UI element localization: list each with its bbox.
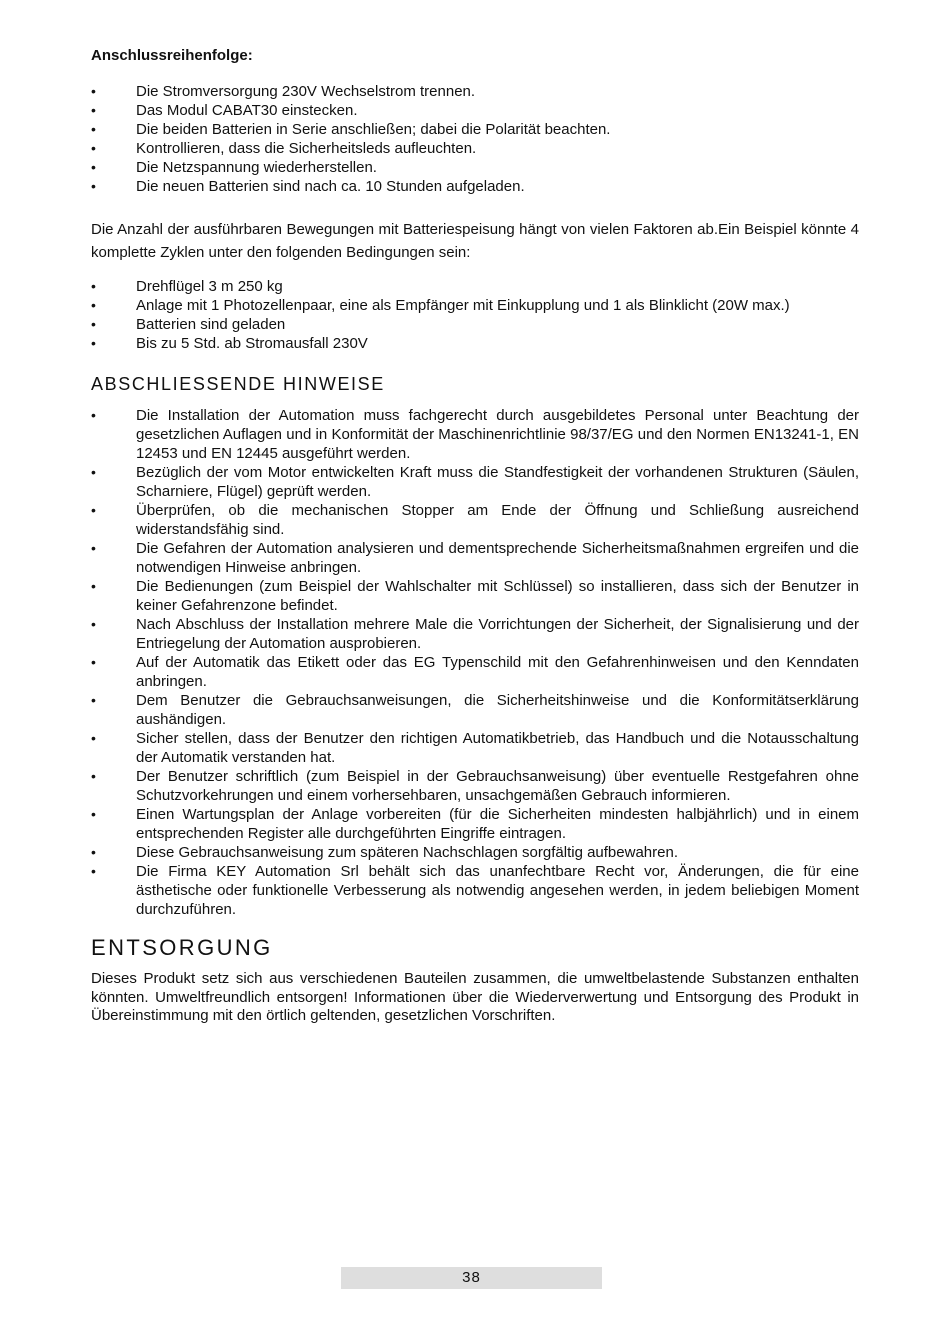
final-notes-heading: ABSCHLIESSENDE HINWEISE	[91, 374, 385, 394]
list-item: • Die Netzspannung wiederherstellen.	[91, 159, 377, 176]
page-number: 38	[341, 1267, 602, 1289]
bullet-icon: •	[91, 844, 96, 860]
list-item: • Das Modul CABAT30 einstecken.	[91, 102, 358, 119]
connection-steps-list	[91, 82, 859, 196]
bullet-icon: •	[91, 464, 96, 480]
bullet-icon: •	[91, 83, 96, 99]
list-item: • Bis zu 5 Std. ab Stromausfall 230V	[91, 335, 368, 352]
list-item: • Nach Abschluss der Installation mehrere Male die Vorrichtungen der Sicherheit, der Signalisierung und der Entriegelung der Automation ausprobieren.	[91, 616, 859, 652]
list-item: • Die Installation der Automation muss fachgerecht durch ausgebildetes Personal unter Beachtung der gesetzlichen Auflagen und in Konformität der Maschinenrichtlinie 98/37/EG und den Normen EN13241-1, EN 12453 und EN 12445 ausgeführt werden.	[91, 407, 859, 462]
bullet-icon: •	[91, 616, 96, 632]
list-item: • Die Gefahren der Automation analysieren und dementsprechende Sicherheitsmaßnahmen ergreifen und die notwendigen Hinweise anbringen.	[91, 540, 859, 576]
list-item: • Bezüglich der vom Motor entwickelten Kraft muss die Standfestigkeit der vorhandenen Strukturen (Säulen, Scharniere, Flügel) geprüft werden.	[91, 464, 859, 500]
bullet-icon: •	[91, 278, 96, 294]
conditions-list	[91, 277, 859, 353]
list-item: • Die Stromversorgung 230V Wechselstrom trennen.	[91, 83, 476, 100]
battery-movements-paragraph: Die Anzahl der ausführbaren Bewegungen mit Batteriespeisung hängt von vielen Faktoren ab.Ein Beispiel könnte 4 komplette Zyklen unter den folgenden Bedingungen sein:	[91, 221, 859, 261]
bullet-icon: •	[91, 140, 96, 156]
bullet-icon: •	[91, 121, 96, 137]
bullet-icon: •	[91, 654, 96, 670]
list-item: • Auf der Automatik das Etikett oder das EG Typenschild mit den Gefahrenhinweisen und den Kenndaten anbringen.	[91, 654, 859, 690]
list-item: • Überprüfen, ob die mechanischen Stopper am Ende der Öffnung und Schließung ausreichend widerstandsfähig sind.	[91, 502, 859, 538]
bullet-icon: •	[91, 297, 96, 313]
final-notes-list	[91, 406, 859, 919]
disposal-paragraph: Dieses Produkt setz sich aus verschiedenen Bauteilen zusammen, die umweltbelastende Substanzen enthalten könnten. Umweltfreundlich entsorgen! Informationen über die Wiederverwertung und Entsorgung des Produkt in Übereinstimmung mit den örtlich geltenden, gesetzlichen Vorschriften.	[91, 970, 859, 1024]
list-item: • Batterien sind geladen	[91, 316, 286, 333]
bullet-icon: •	[91, 407, 96, 423]
list-item: • Drehflügel 3 m 250 kg	[91, 278, 283, 295]
bullet-icon: •	[91, 768, 96, 784]
list-item: • Der Benutzer schriftlich (zum Beispiel in der Gebrauchsanweisung) über eventuelle Restgefahren ohne Schutzvorkehrungen und einem vorhersehbaren, unsachgemäßen Gebrauch informieren.	[91, 768, 859, 804]
list-item: • Die neuen Batterien sind nach ca. 10 Stunden aufgeladen.	[91, 178, 525, 195]
bullet-icon: •	[91, 178, 96, 194]
connection-order-subheading: Anschlussreihenfolge:	[91, 47, 253, 64]
list-item: • Diese Gebrauchsanweisung zum späteren Nachschlagen sorgfältig aufbewahren.	[91, 844, 678, 861]
bullet-icon: •	[91, 806, 96, 822]
bullet-icon: •	[91, 730, 96, 746]
bullet-icon: •	[91, 692, 96, 708]
bullet-icon: •	[91, 335, 96, 351]
list-item: • Kontrollieren, dass die Sicherheitsleds aufleuchten.	[91, 140, 477, 157]
list-item: • Die Bedienungen (zum Beispiel der Wahlschalter mit Schlüssel) so installieren, dass sich der Benutzer in keiner Gefahrenzone befindet.	[91, 578, 859, 614]
list-item: • Anlage mit 1 Photozellenpaar, eine als Empfänger mit Einkupplung und 1 als Blinklicht (20W max.)	[91, 297, 790, 314]
bullet-icon: •	[91, 102, 96, 118]
disposal-heading: ENTSORGUNG	[91, 935, 273, 960]
bullet-icon: •	[91, 578, 96, 594]
list-item: • Dem Benutzer die Gebrauchsanweisungen, die Sicherheitshinweise und die Konformitätserklärung aushändigen.	[91, 692, 859, 728]
bullet-icon: •	[91, 540, 96, 556]
bullet-icon: •	[91, 863, 96, 879]
list-item: • Die beiden Batterien in Serie anschließen; dabei die Polarität beachten.	[91, 121, 611, 138]
bullet-icon: •	[91, 316, 96, 332]
bullet-icon: •	[91, 502, 96, 518]
list-item: • Die Firma KEY Automation Srl behält sich das unanfechtbare Recht vor, Änderungen, die für eine ästhetische oder funktionelle Verbesserung als notwendig angesehen werden, in jedem beliebigen Moment durchzuführen.	[91, 863, 859, 918]
list-item: • Sicher stellen, dass der Benutzer den richtigen Automatikbetrieb, das Handbuch und die Notausschaltung der Automatik verstanden hat.	[91, 730, 859, 766]
list-item: • Einen Wartungsplan der Anlage vorbereiten (für die Sicherheiten mindesten halbjährlich) und in einem entsprechenden Register alle durchgeführten Eingriffe eintragen.	[91, 806, 859, 842]
bullet-icon: •	[91, 159, 96, 175]
